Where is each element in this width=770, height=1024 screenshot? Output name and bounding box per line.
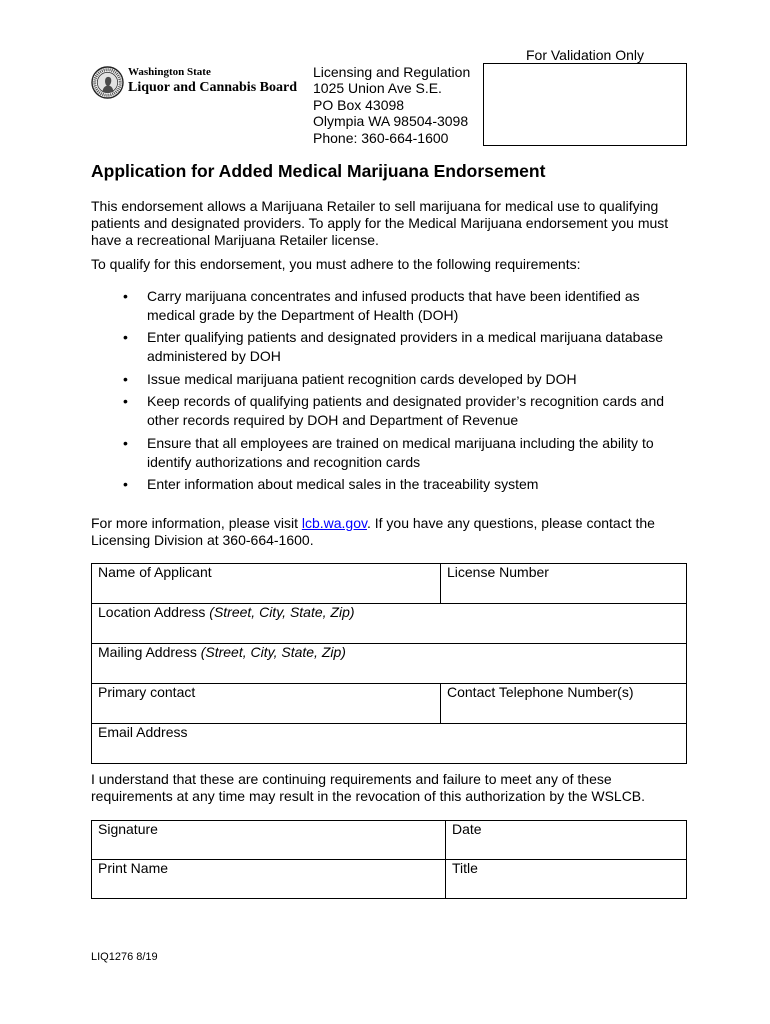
form-number: LIQ1276 8/19 xyxy=(91,950,158,963)
bullet-icon: • xyxy=(123,287,128,304)
agency-address xyxy=(313,64,470,147)
requirement-item xyxy=(91,392,664,430)
signature-field[interactable] xyxy=(92,821,446,859)
contact-telephone-field[interactable] xyxy=(441,684,686,723)
acknowledgement-line: I understand that these are continuing requirements and failure to meet any of these xyxy=(91,770,612,787)
requirement-line: Issue medical marijuana patient recognition cards developed by DOH xyxy=(147,370,577,387)
field-label: Mailing Address xyxy=(98,644,197,660)
acknowledgement-paragraph xyxy=(91,771,645,805)
mailing-address-field[interactable] xyxy=(92,644,686,683)
requirement-item xyxy=(91,287,664,325)
requirement-item xyxy=(91,328,664,366)
bullet-icon: • xyxy=(123,393,128,409)
bullet-icon: • xyxy=(123,329,128,345)
requirement-line: identify authorizations and recognition cards xyxy=(147,453,421,470)
state-seal-icon xyxy=(91,66,124,99)
field-label: Contact Telephone Number(s) xyxy=(447,684,634,700)
field-hint: (Street, City, State, Zip) xyxy=(200,644,346,660)
validation-label: For Validation Only xyxy=(525,47,644,63)
form-row xyxy=(92,603,686,643)
acknowledgement-line: requirements at any time may result in the revocation of this authorization by the WSLCB. xyxy=(91,787,646,804)
more-info-paragraph xyxy=(91,515,655,549)
field-label: Signature xyxy=(98,821,158,837)
form-row xyxy=(92,821,686,859)
more-info-line xyxy=(91,515,655,532)
form-row xyxy=(92,683,686,723)
field-label: Date xyxy=(452,821,482,837)
bullet-icon: • xyxy=(123,476,128,492)
primary-contact-field[interactable] xyxy=(92,684,441,723)
requirement-item xyxy=(91,370,664,389)
requirement-line: medical grade by the Department of Health (DOH) xyxy=(147,306,459,323)
requirement-line: Keep records of qualifying patients and designated provider’s recognition cards and xyxy=(147,393,665,409)
field-label: Name of Applicant xyxy=(98,564,212,580)
requirement-line: Ensure that all employees are trained on medical marijuana including the ability to xyxy=(147,434,654,451)
field-label: Email Address xyxy=(98,724,188,740)
signature-form xyxy=(91,820,687,899)
field-label: Location Address xyxy=(98,604,206,620)
form-row xyxy=(92,723,686,763)
validation-box xyxy=(483,63,687,146)
form-row xyxy=(92,859,686,898)
bullet-icon: • xyxy=(123,370,128,387)
address-phone: Phone: 360-664-1600 xyxy=(313,129,449,146)
requirement-item xyxy=(91,475,664,494)
form-row xyxy=(92,564,686,603)
lcb-website-link[interactable]: lcb.wa.gov xyxy=(301,514,367,531)
address-line: 1025 Union Ave S.E. xyxy=(313,80,442,97)
address-line: Olympia WA 98504-3098 xyxy=(313,113,469,130)
requirements-heading: To qualify for this endorsement, you must adhere to the following requirements: xyxy=(91,255,581,272)
more-info-text: . If you have any questions, please contact the xyxy=(366,514,655,531)
intro-line: This endorsement allows a Marijuana Retailer to sell marijuana for medical use to qualifying xyxy=(91,197,659,214)
intro-line: patients and designated providers. To apply for the Medical Marijuana endorsement you must xyxy=(91,214,669,231)
agency-logo-line2: Liquor and Cannabis Board xyxy=(128,80,297,95)
field-label: Primary contact xyxy=(98,684,196,700)
requirement-line: administered by DOH xyxy=(147,348,281,364)
more-info-line: Licensing Division at 360-664-1600. xyxy=(91,531,314,548)
page-title: Application for Added Medical Marijuana Endorsement xyxy=(91,161,546,181)
date-field[interactable] xyxy=(446,821,686,859)
license-number-field[interactable] xyxy=(441,564,686,603)
field-hint: (Street, City, State, Zip) xyxy=(209,604,355,620)
form-row xyxy=(92,643,686,683)
applicant-info-form xyxy=(91,563,687,764)
bullet-icon: • xyxy=(123,434,128,451)
requirements-list xyxy=(91,287,664,498)
requirement-line: other records required by DOH and Department of Revenue xyxy=(147,412,519,428)
name-of-applicant-field[interactable] xyxy=(92,564,441,603)
field-label: Print Name xyxy=(98,860,169,876)
address-line: PO Box 43098 xyxy=(313,96,405,113)
field-label: License Number xyxy=(447,564,549,580)
email-address-field[interactable] xyxy=(92,724,686,763)
print-name-field[interactable] xyxy=(92,860,446,898)
intro-line: have a recreational Marijuana Retailer license. xyxy=(91,231,379,248)
field-label: Title xyxy=(452,860,478,876)
address-line: Licensing and Regulation xyxy=(313,63,471,80)
title-field[interactable] xyxy=(446,860,686,898)
requirement-item xyxy=(91,434,664,472)
intro-paragraph xyxy=(91,198,668,249)
more-info-text: For more information, please visit xyxy=(91,514,302,531)
agency-logo-line1: Washington State xyxy=(128,66,211,78)
location-address-field[interactable] xyxy=(92,604,686,643)
requirement-line: Enter qualifying patients and designated providers in a medical marijuana database xyxy=(147,329,663,345)
requirement-line: Carry marijuana concentrates and infused products that have been identified as xyxy=(147,287,640,304)
requirement-line: Enter information about medical sales in the traceability system xyxy=(147,476,539,492)
